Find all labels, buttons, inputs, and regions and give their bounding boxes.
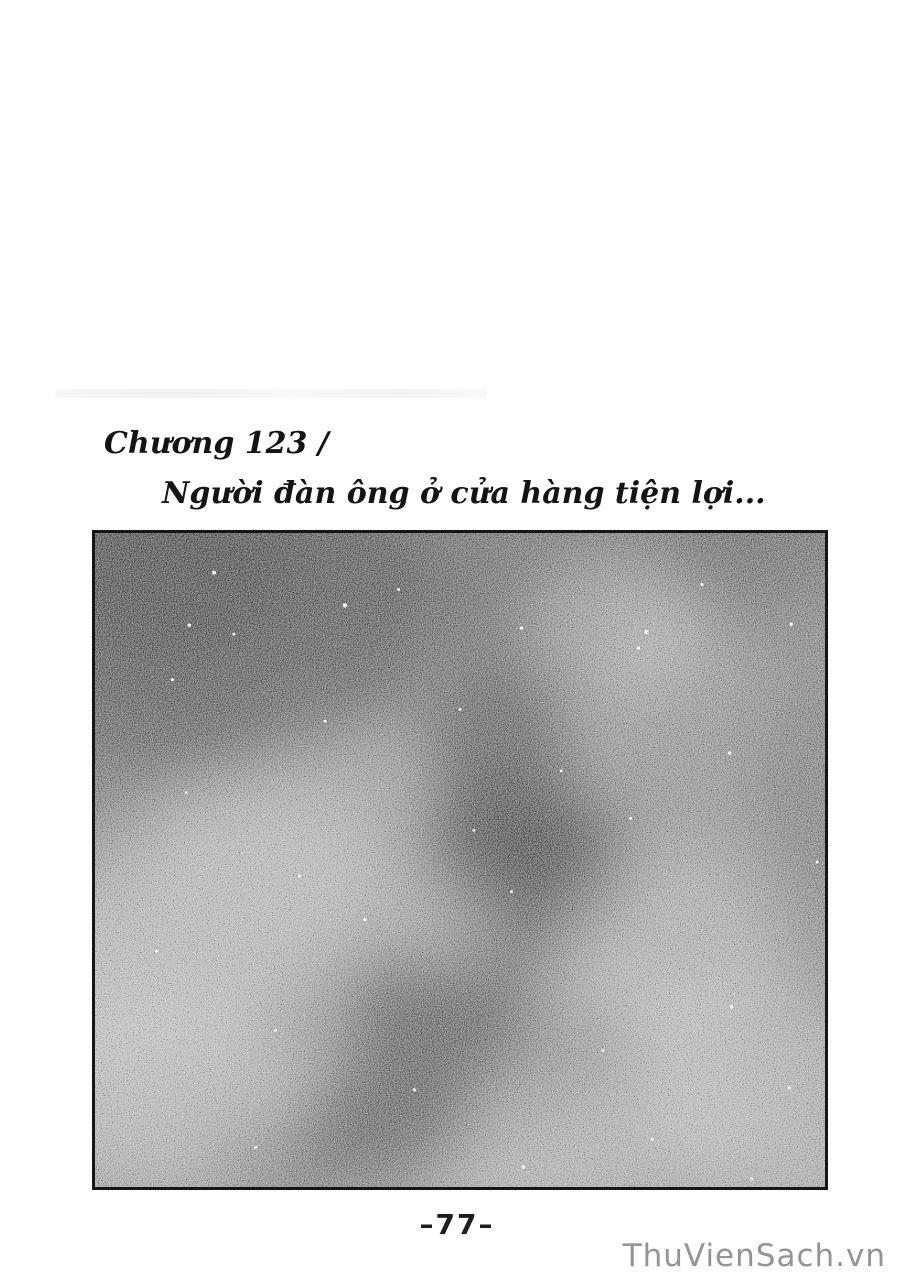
watermark: ThuVienSach.vn — [622, 1238, 886, 1274]
panel-grain-layer — [95, 533, 825, 1187]
art-panel — [92, 530, 828, 1190]
chapter-title: Người đàn ông ở cửa hàng tiện lợi... — [162, 476, 766, 511]
scan-artifact — [55, 389, 487, 398]
page-number: –77– — [419, 1208, 495, 1241]
chapter-number: Chương 123 / — [104, 426, 329, 461]
